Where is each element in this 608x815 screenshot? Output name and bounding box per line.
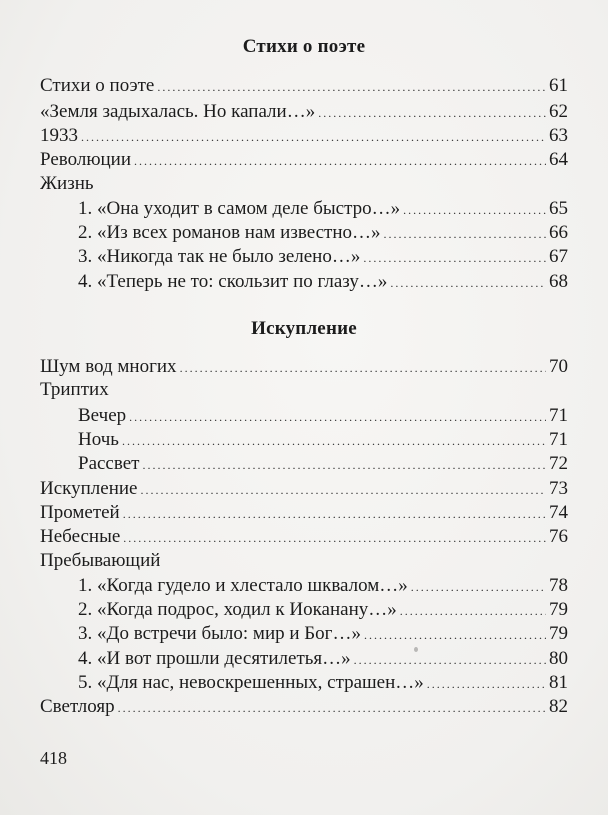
toc-entry-title: Ночь [78,429,119,450]
toc-entry-title: 4. «Теперь не то: скользит по глазу…» [78,271,388,292]
toc-entry [40,525,568,549]
dot-leader [390,271,546,295]
toc-entry [40,355,568,379]
toc-entry-page: 61 [549,75,568,96]
paper-speck [414,647,418,652]
toc-entry [40,148,568,172]
toc-entry-title: 1933 [40,125,78,146]
dot-leader [354,648,546,672]
toc-entry-page: 74 [549,502,568,523]
toc-entry [78,452,568,476]
toc-entry-title: «Земля задыхалась. Но капали…» [40,101,316,122]
toc-entry [78,622,568,646]
toc-entry-title: 2. «Из всех романов нам известно…» [78,222,381,243]
toc-entry-page: 73 [549,478,568,499]
toc-entry [40,477,568,501]
toc-entry-page: 64 [549,149,568,170]
dot-leader [364,623,546,647]
toc-entry-page: 70 [549,356,568,377]
toc-entry-title: Светлояр [40,696,115,717]
page-number: 418 [40,748,67,768]
toc-entry [78,647,568,671]
toc-entry [78,270,568,294]
dot-leader [403,198,546,222]
toc-entry-title: 4. «И вот прошли десятилетья…» [78,648,351,669]
toc-entry-title: 1. «Когда гудело и хлестало шквалом…» [78,575,408,596]
toc-entry [40,74,568,98]
toc-entry-page: 68 [549,271,568,292]
dot-leader [122,429,546,453]
toc-entry-title: Стихи о поэте [40,75,155,96]
toc-entry-title: Шум вод многих [40,356,177,377]
toc-entry [40,501,568,525]
toc-entry [40,695,568,719]
toc-entry-page: 79 [549,599,568,620]
toc-entry-page: 66 [549,222,568,243]
toc-entry [78,197,568,221]
toc-group-label: Триптих [40,379,109,400]
dot-leader [140,478,546,502]
section-title-redemption: Искупление [251,318,357,339]
toc-entry [78,671,568,695]
toc-group-label: Жизнь [40,173,94,194]
toc-entry [78,221,568,245]
toc-entry-title: 2. «Когда подрос, ходил к Иоканану…» [78,599,397,620]
dot-leader [123,502,546,526]
dot-leader [123,526,546,550]
dot-leader [427,672,546,696]
toc-entry-title: Рассвет [78,453,140,474]
dot-leader [400,599,546,623]
toc-entry-page: 71 [549,429,568,450]
toc-entry-page: 63 [549,125,568,146]
toc-entry-page: 62 [549,101,568,122]
dot-leader [134,149,546,173]
toc-entry-title: Искупление [40,478,138,499]
toc-entry-title: Вечер [78,405,127,426]
toc-entry-title: Небесные [40,526,121,547]
toc-entry-page: 65 [549,198,568,219]
toc-entry [78,428,568,452]
toc-entry-page: 82 [549,696,568,717]
toc-entry-page: 72 [549,453,568,474]
section-title-poet-poems: Стихи о поэте [242,36,366,57]
toc-entry-title: 3. «До встречи было: мир и Бог…» [78,623,361,644]
toc-entry [78,404,568,428]
toc-entry-title: Прометей [40,502,120,523]
toc-entry-page: 76 [549,526,568,547]
toc-entry-page: 67 [549,246,568,267]
toc-entry-page: 71 [549,405,568,426]
toc-entry-title: 5. «Для нас, невоскрешенных, страшен…» [78,672,424,693]
toc-entry [40,124,568,148]
dot-leader [180,356,546,380]
dot-leader [129,405,546,429]
dot-leader [142,453,546,477]
dot-leader [411,575,546,599]
toc-entry-page: 80 [549,648,568,669]
dot-leader [157,75,546,99]
toc-entry [78,574,568,598]
toc-entry-title: 1. «Она уходит в самом деле быстро…» [78,198,401,219]
toc-entry-page: 79 [549,623,568,644]
dot-leader [363,246,546,270]
toc-entry-title: 3. «Никогда так не было зелено…» [78,246,361,267]
toc-entry-page: 78 [549,575,568,596]
toc-entry [78,245,568,269]
dot-leader [118,696,546,720]
dot-leader [318,101,546,125]
toc-entry [40,100,568,124]
dot-leader [81,125,546,149]
toc-group-label: Пребывающий [40,550,161,571]
dot-leader [384,222,546,246]
toc-entry [78,598,568,622]
toc-entry-page: 81 [549,672,568,693]
toc-entry-title: Революции [40,149,132,170]
